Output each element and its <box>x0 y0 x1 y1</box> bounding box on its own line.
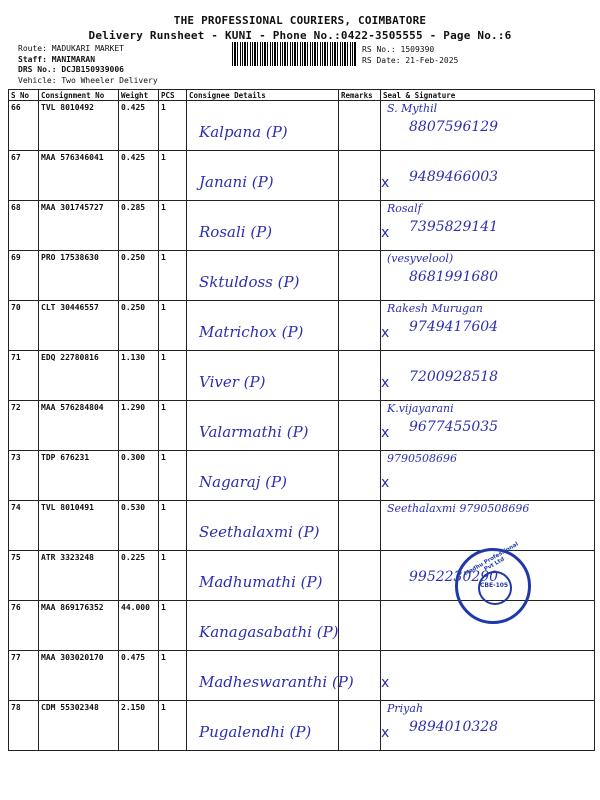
row-sno: 74 <box>9 501 39 551</box>
row-consignee-handwritten: Seethalaxmi (P) <box>199 523 320 541</box>
row-weight: 2.150 <box>119 701 159 751</box>
table-row <box>9 451 595 501</box>
row-weight: 1.130 <box>119 351 159 401</box>
row-consignee-handwritten: Pugalendhi (P) <box>199 723 312 741</box>
row-signature-cell <box>381 101 595 151</box>
row-weight: 0.475 <box>119 651 159 701</box>
row-pcs: 1 <box>159 301 187 351</box>
row-weight: 0.425 <box>119 101 159 151</box>
row-remarks <box>339 401 381 451</box>
row-pcs: 1 <box>159 501 187 551</box>
row-consignment-no: EDQ 22780816 <box>39 351 119 401</box>
row-weight: 0.530 <box>119 501 159 551</box>
row-remarks <box>339 651 381 701</box>
row-consignment-no: CLT 30446557 <box>39 301 119 351</box>
row-signature-phone: 9749417604 <box>409 319 499 335</box>
row-signature-phone: 7200928518 <box>409 369 499 385</box>
row-sno: 72 <box>9 401 39 451</box>
row-pcs: 1 <box>159 251 187 301</box>
table-row <box>9 301 595 351</box>
row-cross-mark: x <box>381 475 390 491</box>
row-consignment-no: PRO 17538630 <box>39 251 119 301</box>
row-remarks <box>339 251 381 301</box>
row-weight: 1.290 <box>119 401 159 451</box>
row-consignee-handwritten: Kanagasabathi (P) <box>199 623 339 641</box>
row-consignee-handwritten: Valarmathi (P) <box>199 423 309 441</box>
row-pcs: 1 <box>159 551 187 601</box>
row-consignee-cell <box>187 551 339 601</box>
row-consignee-handwritten: Madhumathi (P) <box>199 573 323 591</box>
row-signature-phone: 9677455035 <box>409 419 499 435</box>
row-cross-mark: x <box>381 675 390 691</box>
rs-date: RS Date: 21-Feb-2025 <box>362 56 459 65</box>
row-weight: 0.425 <box>119 151 159 201</box>
row-sno: 77 <box>9 651 39 701</box>
row-remarks <box>339 551 381 601</box>
row-weight: 0.250 <box>119 251 159 301</box>
row-pcs: 1 <box>159 451 187 501</box>
table-row <box>9 201 595 251</box>
row-signature-phone: 9952230290 <box>409 569 499 585</box>
row-signature-cell <box>381 351 595 401</box>
row-remarks <box>339 601 381 651</box>
table-row <box>9 651 595 701</box>
row-cross-mark: x <box>381 375 390 391</box>
row-signature-cell <box>381 501 595 551</box>
row-consignment-no: MAA 303020170 <box>39 651 119 701</box>
rs-number: RS No.: 1509390 <box>362 45 435 54</box>
row-consignee-cell <box>187 401 339 451</box>
row-remarks <box>339 501 381 551</box>
row-signature-line1: 9790508696 <box>387 452 457 465</box>
col-header-weight: Weight <box>119 90 159 101</box>
row-pcs: 1 <box>159 401 187 451</box>
row-consignment-no: MAA 869176352 <box>39 601 119 651</box>
runsheet-table <box>8 89 595 751</box>
row-sno: 73 <box>9 451 39 501</box>
row-signature-cell <box>381 251 595 301</box>
table-header-row <box>9 90 595 101</box>
row-pcs: 1 <box>159 151 187 201</box>
row-consignee-cell <box>187 701 339 751</box>
drs-number: DRS No.: DCJB150939006 <box>18 65 124 74</box>
row-remarks <box>339 701 381 751</box>
col-header-pcs: PCS <box>159 90 187 101</box>
row-signature-phone: 9489466003 <box>409 169 499 185</box>
row-sno: 76 <box>9 601 39 651</box>
row-consignee-cell <box>187 251 339 301</box>
meta-left <box>18 44 158 86</box>
row-consignment-no: TVL 8010491 <box>39 501 119 551</box>
row-consignment-no: MAA 576346041 <box>39 151 119 201</box>
document-title: THE PROFESSIONAL COURIERS, COIMBATORE <box>173 14 427 27</box>
table-row <box>9 401 595 451</box>
row-weight: 0.300 <box>119 451 159 501</box>
vehicle-text: Vehicle: Two Wheeler Delivery <box>18 75 158 85</box>
row-consignment-no: CDM 55302348 <box>39 701 119 751</box>
row-consignment-no: TVL 8010492 <box>39 101 119 151</box>
company-seal <box>455 541 531 624</box>
row-consignee-cell <box>187 601 339 651</box>
row-consignee-cell <box>187 101 339 151</box>
row-consignee-handwritten: Madheswaranthi (P) <box>199 673 354 691</box>
row-cross-mark: x <box>381 425 390 441</box>
row-consignee-cell <box>187 451 339 501</box>
route-text: Route: MADUKARI MARKET <box>18 44 124 53</box>
row-signature-line1: Rosalf <box>387 202 422 215</box>
row-consignment-no: MAA 576284804 <box>39 401 119 451</box>
row-pcs: 1 <box>159 351 187 401</box>
row-sno: 68 <box>9 201 39 251</box>
row-consignee-cell <box>187 651 354 701</box>
row-consignee-cell <box>187 301 339 351</box>
row-signature-cell <box>381 151 595 201</box>
row-signature-cell <box>381 651 595 701</box>
row-pcs: 1 <box>159 651 187 701</box>
seal-center-text: CBE-105 <box>480 582 509 589</box>
row-consignee-handwritten: Viver (P) <box>199 373 266 391</box>
row-signature-phone: 8807596129 <box>409 119 499 135</box>
row-sno: 67 <box>9 151 39 201</box>
seal-ring-text: Madhu Professional Pvt Ltd <box>463 541 520 578</box>
col-header-sno: S No <box>9 90 39 101</box>
row-signature-cell <box>381 451 595 501</box>
barcode-image <box>232 42 356 66</box>
row-sno: 66 <box>9 101 39 151</box>
table-row <box>9 351 595 401</box>
document-subtitle: Delivery Runsheet - KUNI - Phone No.:0422-3505555 - Page No.:6 <box>88 29 512 42</box>
table-row <box>9 101 595 151</box>
row-pcs: 1 <box>159 701 187 751</box>
row-sno: 78 <box>9 701 39 751</box>
row-consignee-cell <box>187 151 339 201</box>
row-remarks <box>339 201 381 251</box>
row-remarks <box>339 151 381 201</box>
row-consignee-cell <box>187 351 339 401</box>
row-signature-line1: K.vijayarani <box>387 402 454 415</box>
row-consignment-no: TDP 676231 <box>39 451 119 501</box>
row-consignee-handwritten: Rosali (P) <box>199 223 273 241</box>
row-sno: 75 <box>9 551 39 601</box>
row-signature-line1: (vesyvelool) <box>387 252 454 265</box>
row-remarks <box>339 451 381 501</box>
row-signature-cell <box>381 401 595 451</box>
row-signature-line1: Seethalaxmi 9790508696 <box>387 502 530 515</box>
col-header-consignment: Consignment No <box>39 90 119 101</box>
col-header-remarks: Remarks <box>339 90 381 101</box>
col-header-consignee: Consignee Details <box>187 90 339 101</box>
row-consignment-no: MAA 301745727 <box>39 201 119 251</box>
row-weight: 0.225 <box>119 551 159 601</box>
meta-right <box>362 44 458 66</box>
row-weight: 0.250 <box>119 301 159 351</box>
row-cross-mark: x <box>381 725 390 741</box>
row-weight: 0.285 <box>119 201 159 251</box>
row-consignee-cell <box>187 201 339 251</box>
row-remarks <box>339 101 381 151</box>
table-row <box>9 501 595 551</box>
row-consignee-handwritten: Nagaraj (P) <box>199 473 287 491</box>
row-remarks <box>339 351 381 401</box>
row-cross-mark: x <box>381 325 390 341</box>
row-sno: 69 <box>9 251 39 301</box>
row-pcs: 1 <box>159 101 187 151</box>
col-header-signature: Seal & Signature <box>381 90 595 101</box>
row-pcs: 1 <box>159 601 187 651</box>
row-signature-phone: 7395829141 <box>409 219 499 235</box>
row-cross-mark: x <box>381 225 390 241</box>
table-row <box>9 151 595 201</box>
row-signature-line1: Rakesh Murugan <box>387 302 483 315</box>
row-cross-mark: x <box>381 175 390 191</box>
row-signature-line1: S. Mythil <box>387 102 438 115</box>
row-sno: 70 <box>9 301 39 351</box>
table-row <box>9 701 595 751</box>
staff-text: Staff: MANIMARAN <box>18 54 96 64</box>
row-consignee-handwritten: Sktuldoss (P) <box>199 273 300 291</box>
row-signature-phone: 8681991680 <box>409 269 499 285</box>
row-signature-cell <box>381 701 595 751</box>
row-pcs: 1 <box>159 201 187 251</box>
table-row <box>9 251 595 301</box>
row-consignee-handwritten: Janani (P) <box>199 173 274 191</box>
row-signature-line1: Priyah <box>387 702 424 715</box>
row-consignee-cell <box>187 501 339 551</box>
row-weight: 44.000 <box>119 601 159 651</box>
row-signature-cell <box>381 301 595 351</box>
row-remarks <box>339 301 381 351</box>
row-signature-cell <box>381 201 595 251</box>
row-consignee-handwritten: Kalpana (P) <box>199 123 288 141</box>
row-consignment-no: ATR 3323248 <box>39 551 119 601</box>
row-sno: 71 <box>9 351 39 401</box>
row-consignee-handwritten: Matrichox (P) <box>199 323 304 341</box>
row-signature-phone: 9894010328 <box>409 719 499 735</box>
